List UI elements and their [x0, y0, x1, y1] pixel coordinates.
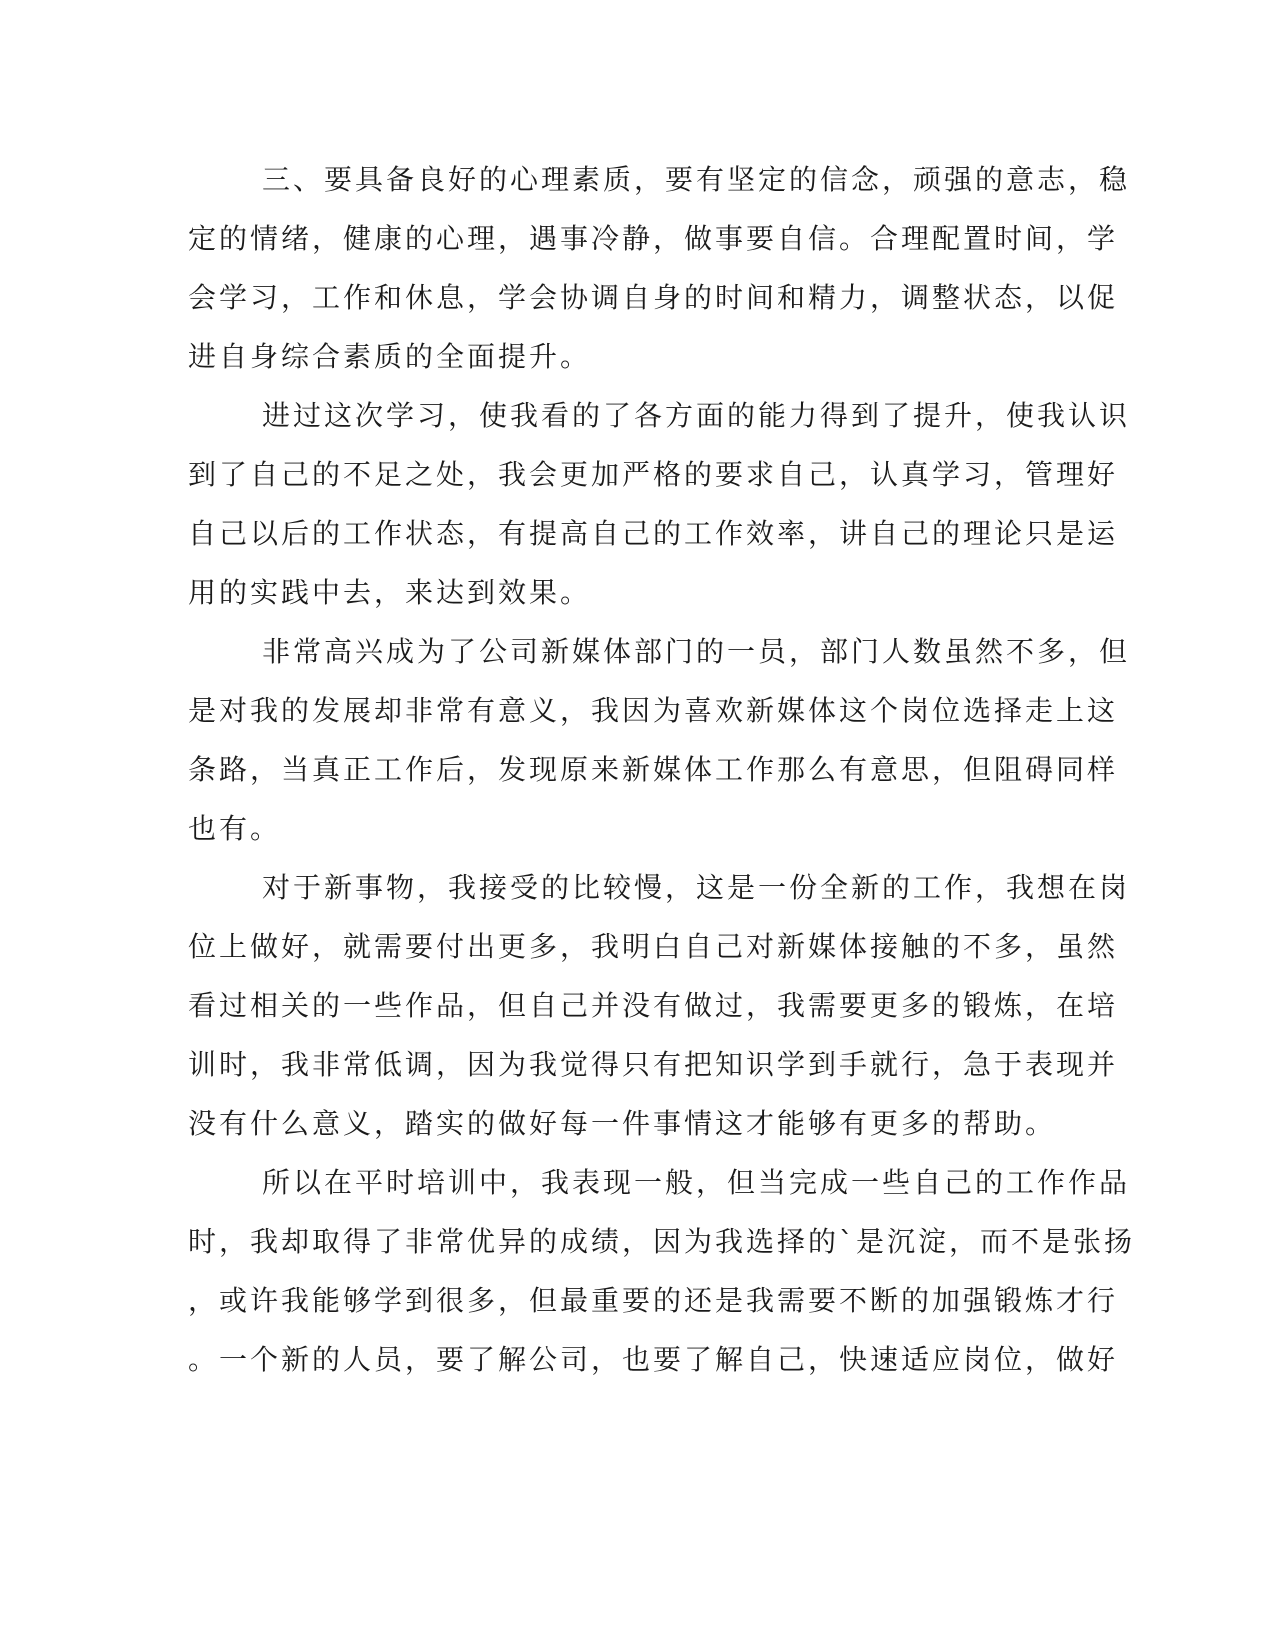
- paragraph-line: 看过相关的一些作品，但自己并没有做过，我需要更多的锻炼，在培: [188, 989, 1119, 1022]
- paragraph-line: 对于新事物，我接受的比较慢，这是一份全新的工作，我想在岗: [262, 871, 1131, 904]
- paragraph-line: ，或许我能够学到很多，但最重要的还是我需要不断的加强锻炼才行: [188, 1284, 1119, 1317]
- paragraph-line: 时，我却取得了非常优异的成绩，因为我选择的`是沉淀，而不是张扬: [188, 1225, 1136, 1258]
- paragraph-line: 自己以后的工作状态，有提高自己的工作效率，讲自己的理论只是运: [188, 517, 1119, 550]
- paragraph-line: 三、要具备良好的心理素质，要有坚定的信念，顽强的意志，稳: [262, 163, 1131, 196]
- paragraph-line: 进自身综合素质的全面提升。: [188, 340, 592, 373]
- paragraph-line: 所以在平时培训中，我表现一般，但当完成一些自己的工作作品: [262, 1166, 1131, 1199]
- paragraph-line: 到了自己的不足之处，我会更加严格的要求自己，认真学习，管理好: [188, 458, 1119, 491]
- paragraph-line: 是对我的发展却非常有意义，我因为喜欢新媒体这个岗位选择走上这: [188, 694, 1119, 727]
- paragraph-line: 。一个新的人员，要了解公司，也要了解自己，快速适应岗位，做好: [188, 1343, 1119, 1376]
- paragraph-line: 也有。: [188, 812, 282, 845]
- paragraph-line: 位上做好，就需要付出更多，我明白自己对新媒体接触的不多，虽然: [188, 930, 1119, 963]
- paragraph-line: 非常高兴成为了公司新媒体部门的一员，部门人数虽然不多，但: [262, 635, 1131, 668]
- paragraph-line: 没有什么意义，踏实的做好每一件事情这才能够有更多的帮助。: [188, 1107, 1057, 1140]
- paragraph-line: 训时，我非常低调，因为我觉得只有把知识学到手就行，急于表现并: [188, 1048, 1119, 1081]
- paragraph-line: 定的情绪，健康的心理，遇事冷静，做事要自信。合理配置时间，学: [188, 222, 1119, 255]
- paragraph-line: 进过这次学习，使我看的了各方面的能力得到了提升，使我认识: [262, 399, 1131, 432]
- paragraph-line: 用的实践中去，来达到效果。: [188, 576, 592, 609]
- paragraph-line: 会学习，工作和休息，学会协调自身的时间和精力，调整状态，以促: [188, 281, 1119, 314]
- paragraph-line: 条路，当真正工作后，发现原来新媒体工作那么有意思，但阻碍同样: [188, 753, 1119, 786]
